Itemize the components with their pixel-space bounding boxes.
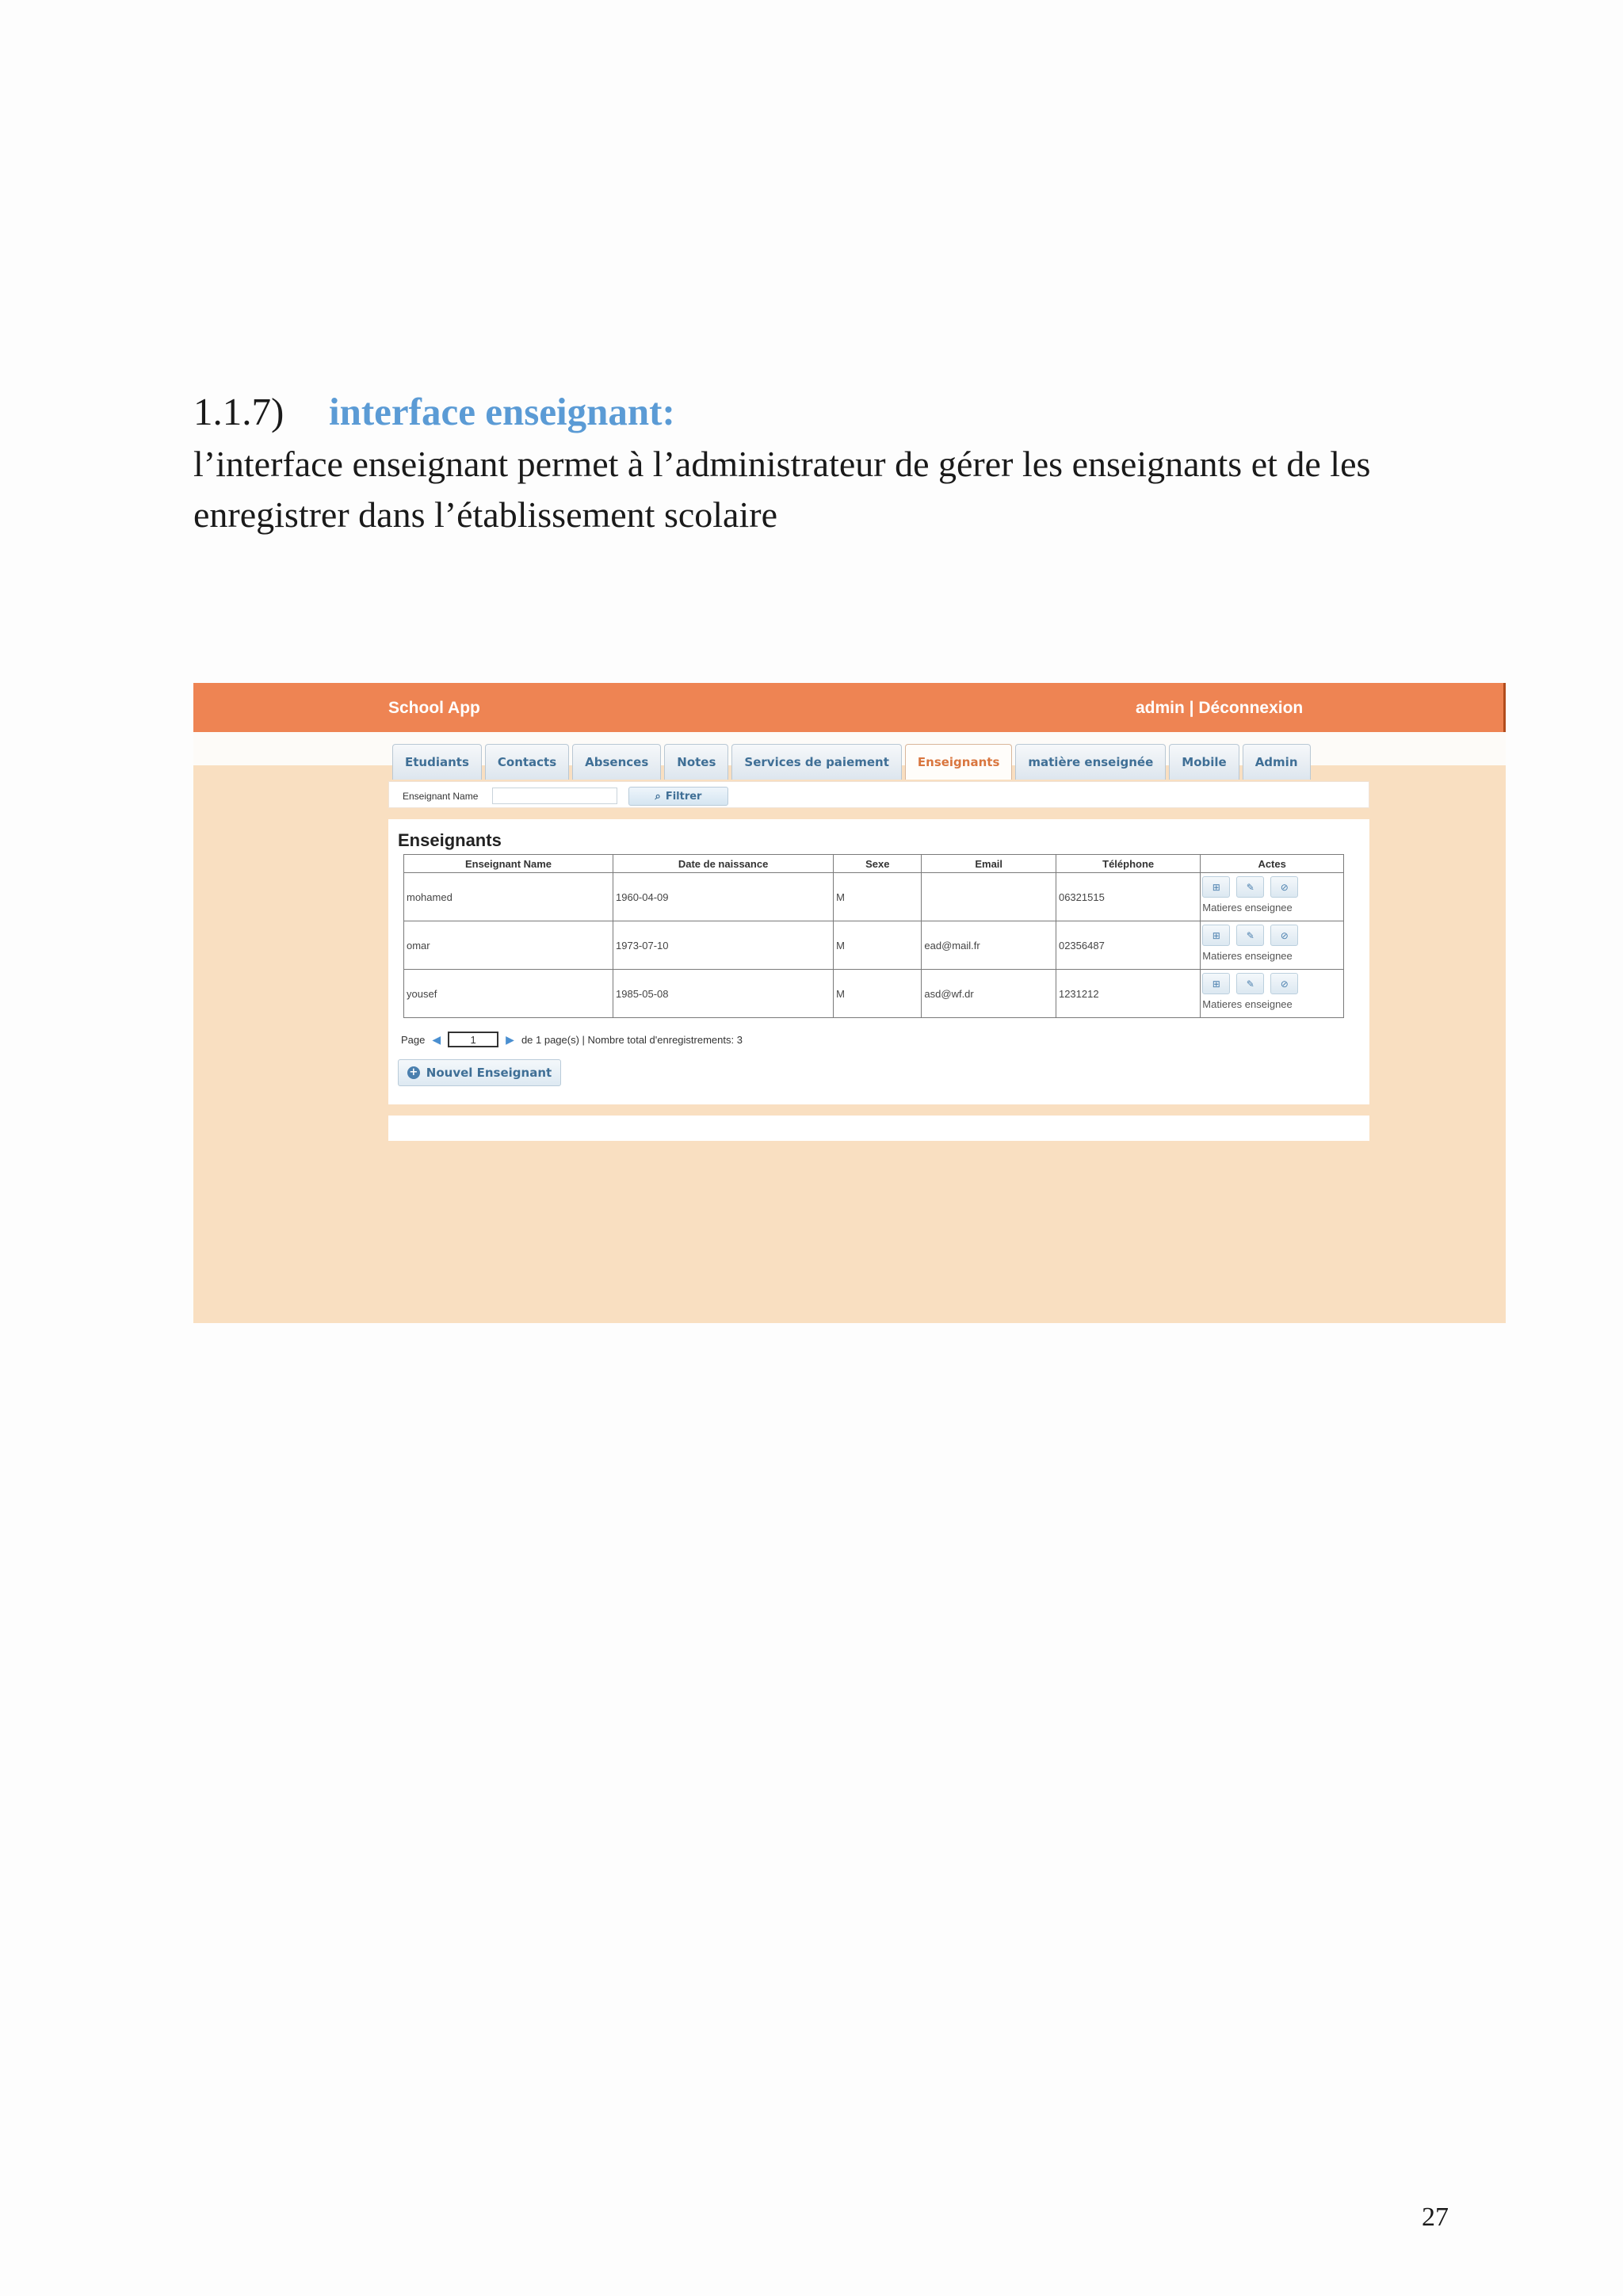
view-icon[interactable]: ⊞ (1202, 973, 1230, 994)
cell-name: omar (404, 921, 613, 970)
delete-icon[interactable]: ⊘ (1270, 973, 1298, 994)
teachers-table (403, 854, 1344, 1018)
page-number-input[interactable]: 1 (448, 1032, 498, 1047)
cell-sex: M (834, 970, 922, 1018)
filter-label: Enseignant Name (403, 791, 479, 802)
table-row[interactable] (404, 921, 1344, 970)
user-logout-links[interactable]: admin | Déconnexion (1136, 699, 1304, 717)
cell-birth: 1973-07-10 (613, 921, 834, 970)
col-header-sex[interactable]: Sexe (834, 855, 922, 873)
enseignant-name-input[interactable] (492, 788, 617, 804)
col-header-actions: Actes (1201, 855, 1344, 873)
app-header (193, 683, 1506, 732)
view-icon[interactable]: ⊞ (1202, 925, 1230, 946)
pager-label: Page (401, 1033, 426, 1046)
tab-mobile[interactable]: Mobile (1169, 744, 1239, 780)
footer-panel (388, 1116, 1369, 1141)
app-title[interactable]: School App (388, 699, 480, 717)
cell-email (922, 873, 1056, 921)
matieres-link[interactable]: Matieres enseignee (1202, 998, 1293, 1010)
cell-name: mohamed (404, 873, 613, 921)
search-icon: ⌕ (655, 790, 661, 803)
cell-sex: M (834, 921, 922, 970)
tab-admin[interactable]: Admin (1243, 744, 1311, 780)
col-header-phone[interactable]: Téléphone (1056, 855, 1200, 873)
tab-matiere-enseignee[interactable]: matière enseignée (1015, 744, 1166, 780)
matieres-link[interactable]: Matieres enseignee (1202, 902, 1293, 913)
cell-actions (1201, 873, 1344, 921)
tab-services-paiement[interactable]: Services de paiement (731, 744, 901, 780)
teachers-panel (388, 819, 1369, 1104)
new-teacher-label: Nouvel Enseignant (426, 1066, 552, 1080)
table-header-row (404, 855, 1344, 873)
section-heading (193, 388, 675, 436)
edit-icon[interactable]: ✎ (1236, 925, 1264, 946)
table-row[interactable] (404, 873, 1344, 921)
next-page-icon[interactable]: ▶ (506, 1032, 514, 1046)
nav-tabs (392, 744, 1311, 780)
cell-birth: 1960-04-09 (613, 873, 834, 921)
col-header-name[interactable]: Enseignant Name (404, 855, 613, 873)
cell-email: asd@wf.dr (922, 970, 1056, 1018)
cell-phone: 06321515 (1056, 873, 1200, 921)
cell-phone: 1231212 (1056, 970, 1200, 1018)
edit-icon[interactable]: ✎ (1236, 973, 1264, 994)
cell-name: yousef (404, 970, 613, 1018)
col-header-email[interactable]: Email (922, 855, 1056, 873)
pager (401, 1032, 743, 1047)
section-title: interface enseignant: (329, 390, 675, 433)
tab-etudiants[interactable]: Etudiants (392, 744, 482, 780)
intro-paragraph: l’interface enseignant permet à l’administrateur de gérer les enseignants et de les enregistrer dans l’établissement scolaire (193, 444, 1371, 535)
new-teacher-button[interactable] (398, 1059, 561, 1086)
prev-page-icon[interactable]: ◀ (432, 1032, 441, 1046)
cell-sex: M (834, 873, 922, 921)
filter-button[interactable] (628, 787, 728, 806)
tab-enseignants[interactable]: Enseignants (905, 744, 1012, 780)
table-row[interactable] (404, 970, 1344, 1018)
page-number: 27 (1422, 2203, 1449, 2232)
tab-absences[interactable]: Absences (572, 744, 661, 780)
filter-panel (388, 781, 1369, 808)
delete-icon[interactable]: ⊘ (1270, 925, 1298, 946)
edit-icon[interactable]: ✎ (1236, 876, 1264, 898)
filter-button-label: Filtrer (665, 790, 702, 803)
cell-actions (1201, 921, 1344, 970)
app-screenshot (193, 683, 1506, 1323)
list-title: Enseignants (398, 830, 502, 850)
delete-icon[interactable]: ⊘ (1270, 876, 1298, 898)
tab-notes[interactable]: Notes (664, 744, 728, 780)
plus-icon: + (407, 1066, 420, 1079)
matieres-link[interactable]: Matieres enseignee (1202, 950, 1293, 962)
section-number: 1.1.7) (193, 390, 285, 433)
cell-phone: 02356487 (1056, 921, 1200, 970)
cell-email: ead@mail.fr (922, 921, 1056, 970)
cell-birth: 1985-05-08 (613, 970, 834, 1018)
tab-contacts[interactable]: Contacts (485, 744, 569, 780)
view-icon[interactable]: ⊞ (1202, 876, 1230, 898)
col-header-birth[interactable]: Date de naissance (613, 855, 834, 873)
pager-summary: de 1 page(s) | Nombre total d'enregistrements: 3 (521, 1033, 743, 1046)
cell-actions (1201, 970, 1344, 1018)
